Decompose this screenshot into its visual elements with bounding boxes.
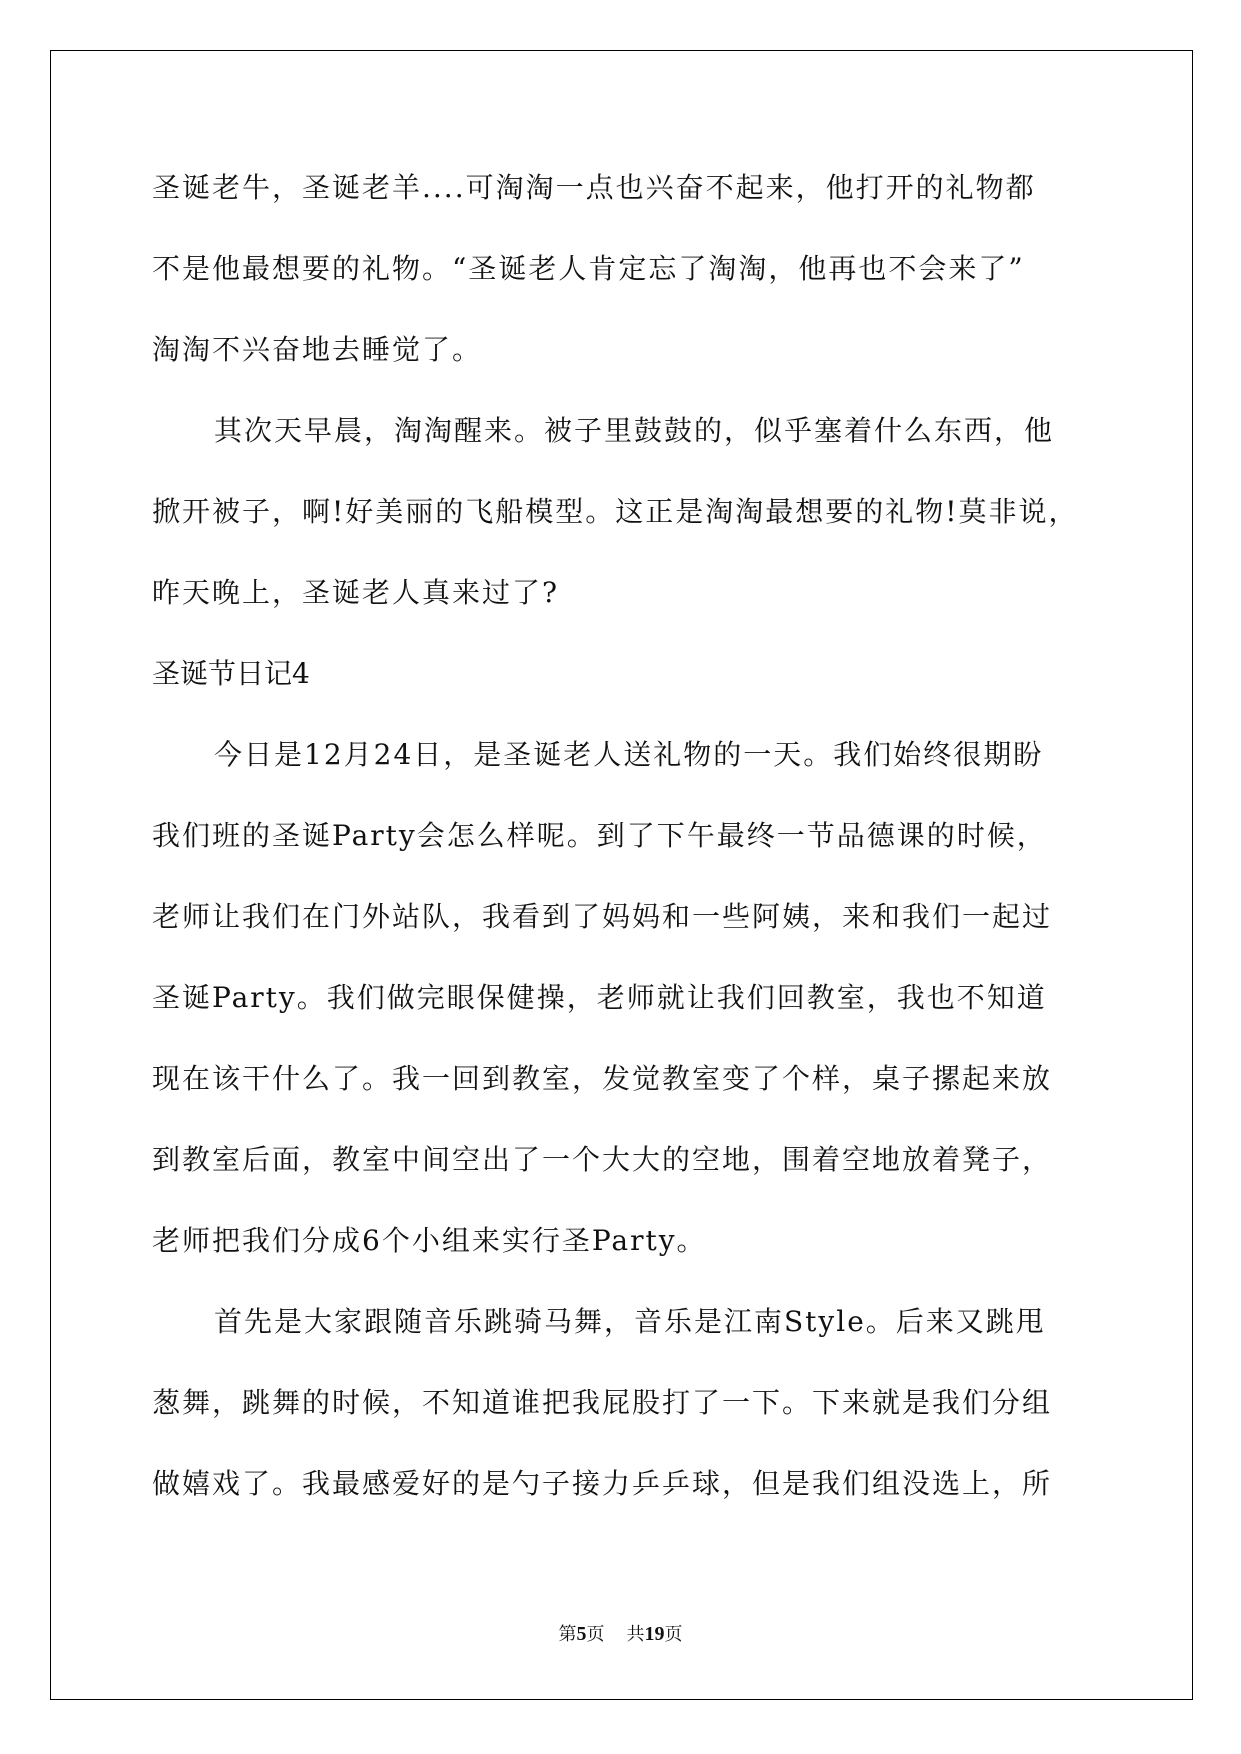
text-line: 到教室后面，教室中间空出了一个大大的空地，围着空地放着凳子， [152,1143,1053,1176]
page-label-prefix: 第 [558,1624,577,1645]
paragraph-start-line: 其次天早晨，淘淘醒来。被子里鼓鼓的，似乎塞着什么东西，他 [214,414,1055,447]
text-line: 老师把我们分成6个小组来实行圣Party。 [152,1224,707,1257]
total-page-count: 19 [644,1623,665,1645]
text-line: 做嬉戏了。我最感爱好的是勺子接力乒乒球，但是我们组没选上，所 [152,1467,1053,1500]
text-line: 淘淘不兴奋地去睡觉了。 [152,333,483,366]
text-line: 昨天晚上，圣诞老人真来过了? [152,576,560,609]
total-label-prefix: 共 [626,1624,645,1645]
text-line: 不是他最想要的礼物。“圣诞老人肯定忘了淘淘，他再也不会来了” [152,252,1025,285]
text-line: 掀开被子，啊!好美丽的飞船模型。这正是淘淘最想要的礼物!莫非说， [152,495,1079,528]
paragraph-start-line: 首先是大家跟随音乐跳骑马舞，音乐是江南Style。后来又跳甩 [214,1305,1046,1338]
text-line: 圣诞Party。我们做完眼保健操，老师就让我们回教室，我也不知道 [152,981,1047,1014]
text-line: 圣诞老牛，圣诞老羊....可淘淘一点也兴奋不起来，他打开的礼物都 [152,171,1036,204]
current-page-number: 5 [576,1623,587,1645]
section-heading: 圣诞节日记4 [152,657,310,690]
text-line: 葱舞，跳舞的时候，不知道谁把我屁股打了一下。下来就是我们分组 [152,1386,1053,1419]
text-line: 现在该干什么了。我一回到教室，发觉教室变了个样，桌子摞起来放 [152,1062,1053,1095]
page-footer [0,1620,1241,1646]
text-line: 老师让我们在门外站队，我看到了妈妈和一些阿姨，来和我们一起过 [152,900,1053,933]
document-body [152,168,1092,1545]
page-label-suffix: 页 [586,1624,605,1645]
paragraph-start-line: 今日是12月24日，是圣诞老人送礼物的一天。我们始终很期盼 [214,738,1044,771]
total-label-suffix: 页 [664,1624,683,1645]
text-line: 我们班的圣诞Party会怎么样呢。到了下午最终一节品德课的时候， [152,819,1047,852]
